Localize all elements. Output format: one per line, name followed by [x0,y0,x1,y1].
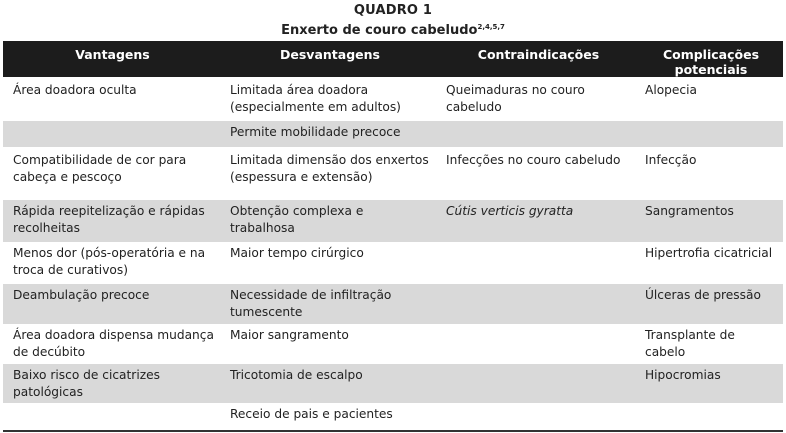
cell-desvantagem: Limitada dimensão dos enxertos (espessura e extensão) [230,153,429,184]
reference-superscript: 2,4,5,7 [477,23,505,31]
header-row [3,41,783,77]
cell-contraindicacao: Cútis verticis gyratta [438,200,639,242]
cell-vantagem: Deambulação precoce [3,284,222,324]
cell-desvantagem: Tricotomia de escalpo [222,364,438,403]
cell-desvantagem: Maior tempo cirúrgico [230,246,364,260]
table-row [3,284,783,324]
header-contraindicacoes: Contraindicações [438,41,639,77]
cell-vantagem: Menos dor (pós-operatória e na troca de curativos) [13,246,206,277]
cell-desvantagem: Limitada área doadora (especialmente em adultos) [230,83,401,114]
table-number: QUADRO 1 [353,3,433,18]
cell-desvantagem: Receio de pais e pacientes [230,407,393,421]
header-vantagens: Vantagens [3,41,222,77]
cell-contraindicacao [438,364,639,403]
table-row [3,364,783,403]
cell-contraindicacao: Queimaduras no couro cabeludo [446,83,585,114]
cell-complicacao: Infecção [645,153,697,167]
cell-contraindicacao [438,284,639,324]
cell-desvantagem: Maior sangramento [230,328,349,342]
cell-complicacao: Hipertrofia cicatricial [645,246,773,260]
cell-complicacao: Hipocromias [639,364,783,403]
cell-vantagem [3,121,222,147]
cell-desvantagem: Necessidade de infiltração tumescente [222,284,438,324]
cell-vantagem: Rápida reepitelização e rápidas recolheitas [3,200,222,242]
table-title-text: Enxerto de couro cabeludo [281,23,478,38]
cell-complicacao: Sangramentos [639,200,783,242]
table-bottom-rule [3,430,783,432]
cell-vantagem [3,403,222,430]
cell-vantagem: Área doadora oculta [13,83,137,97]
cell-complicacao: Úlceras de pressão [639,284,783,324]
table-caption [0,0,786,39]
table-body [3,77,783,430]
header-complicacoes [639,41,783,77]
cell-desvantagem: Permite mobilidade precoce [222,121,438,147]
cell-vantagem: Baixo risco de cicatrizes patológicas [3,364,222,403]
table-row [3,403,783,430]
cell-complicacao: Transplante de cabelo [645,328,735,359]
cell-complicacao [639,403,783,430]
cell-contraindicacao [438,403,639,430]
cell-contraindicacao [438,324,639,364]
cell-vantagem: Compatibilidade de cor para cabeça e pescoço [13,153,187,184]
cell-complicacao [639,121,783,147]
header-complicacoes-line1: Complicações [662,47,760,62]
table-row [3,121,783,147]
cell-contraindicacao [438,242,639,284]
cell-contraindicacao [438,121,639,147]
cell-contraindicacao: Infecções no couro cabeludo [446,153,621,167]
table-row [3,200,783,242]
table-title [0,19,786,39]
table-header [3,41,783,77]
table-row [3,242,783,284]
cell-desvantagem: Obtenção complexa e trabalhosa [222,200,438,242]
header-desvantagens: Desvantagens [222,41,438,77]
table-row [3,324,783,364]
header-complicacoes-line2: potenciais [674,62,748,77]
cell-complicacao: Alopecia [645,83,697,97]
scalp-graft-table [3,41,783,430]
table-row [3,147,783,200]
table-row [3,77,783,121]
cell-vantagem: Área doadora dispensa mudança de decúbito [13,328,214,359]
